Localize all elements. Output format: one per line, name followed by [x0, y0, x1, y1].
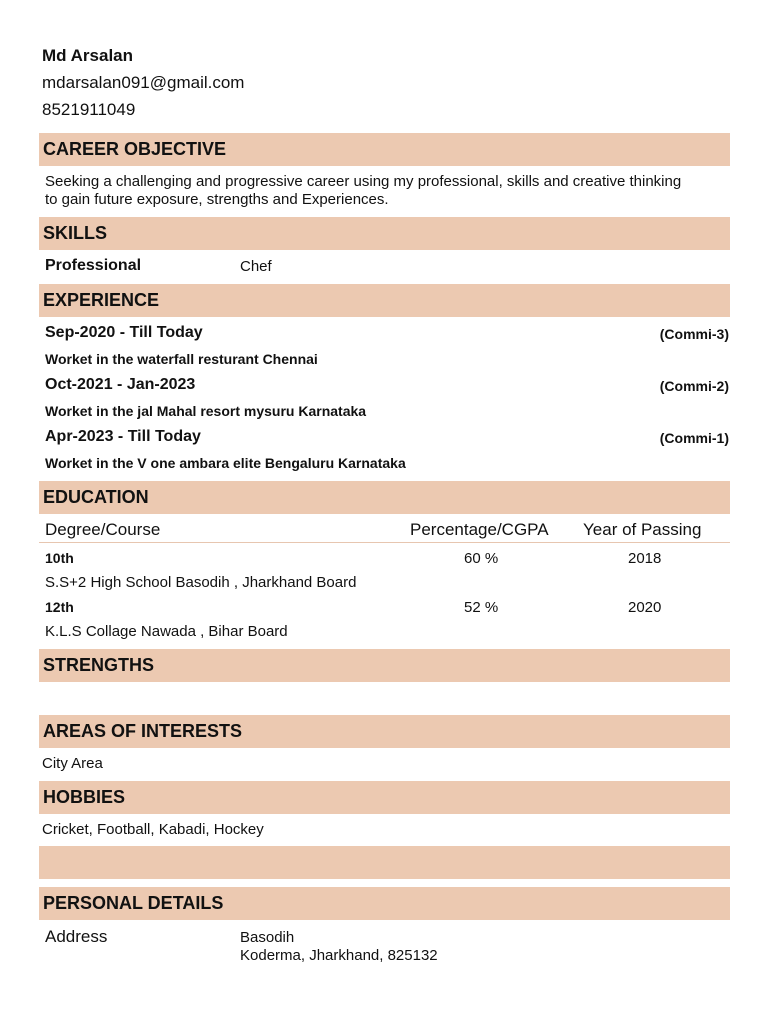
experience-role: (Commi-3) [659, 326, 729, 342]
education-header-year: Year of Passing [583, 520, 702, 539]
experience-period: Sep-2020 - Till Today [45, 324, 203, 341]
section-title: SKILLS [43, 223, 108, 243]
address-label: Address [45, 927, 108, 946]
section-personal-details [39, 887, 730, 920]
education-year: 2020 [628, 599, 662, 616]
skill-label: Professional [45, 257, 142, 274]
section-title: EXPERIENCE [43, 290, 160, 310]
skill-value: Chef [240, 258, 272, 275]
section-skills [39, 217, 730, 250]
education-score: 60 % [464, 550, 499, 567]
experience-period: Oct-2021 - Jan-2023 [45, 376, 196, 393]
education-school: K.L.S Collage Nawada , Bihar Board [45, 623, 288, 640]
experience-desc: Worket in the jal Mahal resort mysuru Karnataka [45, 403, 367, 419]
section-empty [39, 846, 730, 879]
education-school: S.S+2 High School Basodih , Jharkhand Board [45, 574, 357, 591]
section-career-objective [39, 133, 730, 166]
education-score: 52 % [464, 599, 499, 616]
address-line-1: Basodih [240, 929, 295, 946]
education-header-course: Degree/Course [45, 520, 161, 539]
interest-value: City Area [42, 755, 103, 772]
hobbies-value: Cricket, Football, Kabadi, Hockey [42, 821, 264, 838]
experience-desc: Worket in the waterfall resturant Chennai [45, 351, 318, 367]
education-degree: 10th [45, 550, 74, 566]
experience-period: Apr-2023 - Till Today [45, 428, 201, 445]
section-title: STRENGTHS [43, 655, 155, 675]
section-strengths [39, 649, 730, 682]
section-title: HOBBIES [43, 787, 126, 807]
section-title: EDUCATION [43, 487, 149, 507]
section-areas-of-interests [39, 715, 730, 748]
section-experience [39, 284, 730, 317]
objective-line-2: to gain future exposure, strengths and Experiences. [45, 191, 389, 208]
objective-line-1: Seeking a challenging and progressive career using my professional, skills and creative thinking [45, 173, 682, 190]
section-education [39, 481, 730, 514]
education-header-score: Percentage/CGPA [410, 520, 549, 539]
section-title: AREAS OF INTERESTS [43, 721, 243, 741]
section-hobbies [39, 781, 730, 814]
email: mdarsalan091@gmail.com [42, 73, 245, 92]
education-year: 2018 [628, 550, 662, 567]
section-title: PERSONAL DETAILS [43, 893, 224, 913]
experience-desc: Worket in the V one ambara elite Bengaluru Karnataka [45, 455, 406, 471]
education-header-rule [39, 542, 730, 543]
address-line-2: Koderma, Jharkhand, 825132 [240, 947, 438, 964]
experience-role: (Commi-2) [659, 378, 729, 394]
experience-role: (Commi-1) [659, 430, 729, 446]
phone: 8521911049 [42, 100, 136, 119]
section-title: CAREER OBJECTIVE [43, 139, 227, 159]
candidate-name: Md Arsalan [42, 46, 134, 65]
education-degree: 12th [45, 599, 74, 615]
